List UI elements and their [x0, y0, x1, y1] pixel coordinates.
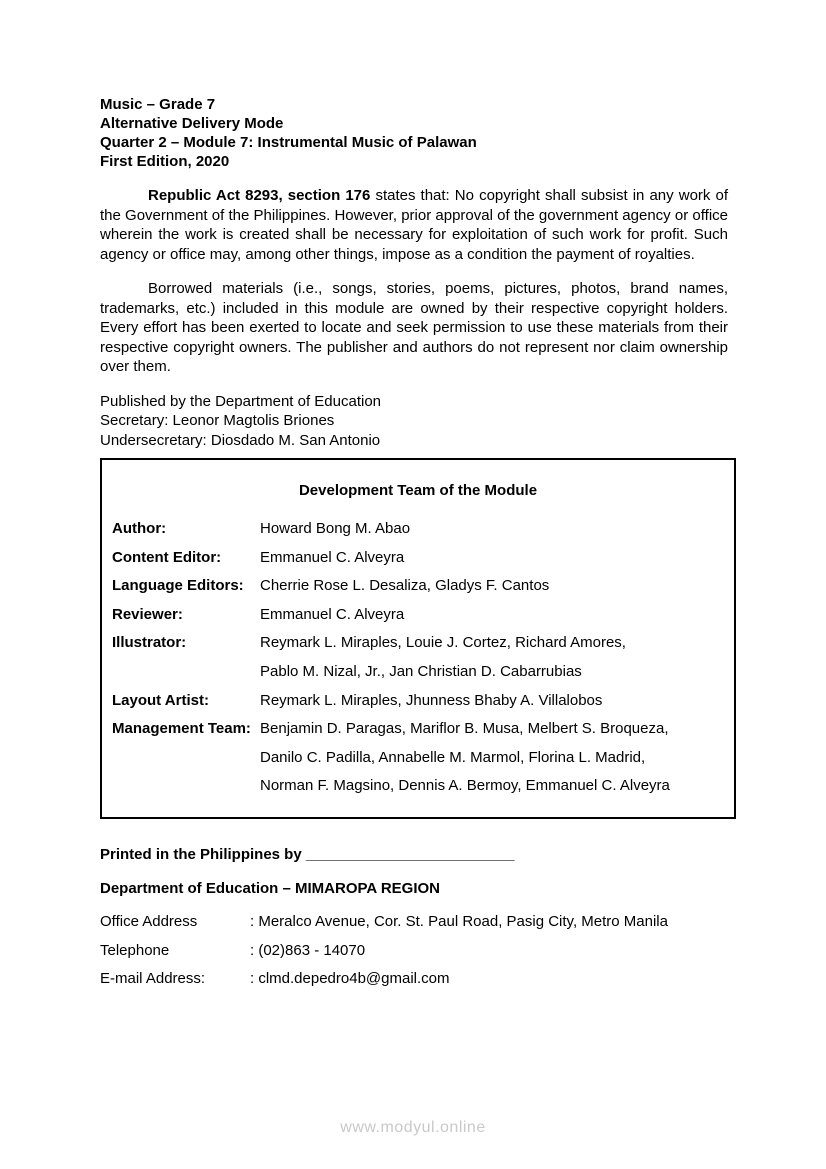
borrowed-materials-paragraph: Borrowed materials (i.e., songs, stories, poems, pictures, photos, brand names, trademarks, etc.) included in this module are owned by their respective copyright holders. Every effort has been exerted to locate and seek permission to use these materials from their respective copyright owners. The publisher and authors do not represent nor claim ownership over them. [100, 280, 728, 375]
contact-row-office-address [100, 908, 728, 937]
secretary-line: Secretary: Leonor Magtolis Briones [100, 412, 335, 429]
team-row-reviewer [112, 601, 734, 630]
team-value-line: Reymark L. Miraples, Louie J. Cortez, Richard Amores, [260, 634, 626, 652]
contact-row-telephone [100, 937, 728, 966]
republic-act-body-text: states that: No copyright shall subsist in any work of the Government of the Philippines. However, prior approval of the government agency or office wherein the work is created shall be necessary for exploitation of such work for profit. Such agency or office may, among other things, impose as a condition the payment of royalties. [100, 187, 728, 263]
team-row-label: Illustrator: [112, 634, 187, 652]
team-row-label: Author: [112, 520, 167, 537]
team-row-label: Content Editor: [112, 548, 222, 566]
team-row-language-editors [112, 572, 734, 601]
team-value-line: Danilo C. Padilla, Annabelle M. Marmol, Florina L. Madrid, [260, 748, 646, 766]
republic-act-bold-lead: Republic Act 8293, section 176 [148, 187, 371, 204]
printed-label: Printed in the Philippines by [100, 845, 306, 863]
page-content [100, 95, 728, 994]
department-region-line: Department of Education – MIMAROPA REGION [100, 879, 441, 897]
team-row-value: Emmanuel C. Alveyra [260, 605, 405, 623]
team-row-management-team [112, 715, 734, 801]
header-line-mode: Alternative Delivery Mode [100, 115, 284, 132]
copyright-paragraph [100, 186, 728, 264]
team-row-layout-artist [112, 687, 734, 716]
header-line-quarter: Quarter 2 – Module 7: Instrumental Music of Palawan [100, 134, 477, 151]
contact-label: E-mail Address: [100, 970, 206, 988]
team-row-illustrator [112, 629, 734, 686]
module-header [100, 95, 728, 171]
team-row-value [260, 715, 734, 801]
team-row-value: Howard Bong M. Abao [260, 520, 411, 537]
team-value-line: Norman F. Magsino, Dennis A. Bermoy, Emmanuel C. Alveyra [260, 777, 670, 795]
team-row-label: Language Editors: [112, 577, 244, 595]
team-value-line: Benjamin D. Paragas, Mariflor B. Musa, Melbert S. Broqueza, [260, 720, 669, 738]
contact-row-email [100, 965, 728, 994]
undersecretary-line: Undersecretary: Diosdado M. San Antonio [100, 431, 381, 449]
team-row-label: Management Team: [112, 720, 251, 738]
development-team-box [100, 458, 736, 819]
team-row-label: Layout Artist: [112, 691, 209, 709]
header-line-edition: First Edition, 2020 [100, 153, 230, 170]
contact-label: Telephone [100, 941, 170, 959]
contact-label: Office Address [100, 912, 198, 930]
publisher-block [100, 392, 728, 451]
team-value-line: Pablo M. Nizal, Jr., Jan Christian D. Cabarrubias [260, 662, 582, 680]
contact-value: : Meralco Avenue, Cor. St. Paul Road, Pasig City, Metro Manila [250, 912, 668, 930]
printed-blank-line: _________________________ [305, 845, 515, 863]
header-line-subject: Music – Grade 7 [100, 96, 216, 113]
team-row-value: Cherrie Rose L. Desaliza, Gladys F. Cantos [260, 577, 550, 595]
contact-value: : (02)863 - 14070 [250, 941, 366, 959]
team-row-value [260, 629, 734, 686]
site-watermark: www.modyul.online [340, 1119, 486, 1136]
team-row-label: Reviewer: [112, 605, 183, 623]
team-row-value: Emmanuel C. Alveyra [260, 548, 405, 566]
contact-block [100, 908, 728, 994]
published-by-line: Published by the Department of Education [100, 392, 382, 410]
team-row-author [112, 515, 734, 544]
contact-value: : clmd.depedro4b@gmail.com [250, 970, 450, 988]
development-team-title: Development Team of the Module [298, 482, 538, 499]
printed-in-philippines-line [100, 845, 728, 864]
team-row-content-editor [112, 544, 734, 573]
team-row-value: Reymark L. Miraples, Jhunness Bhaby A. Villalobos [260, 691, 603, 709]
